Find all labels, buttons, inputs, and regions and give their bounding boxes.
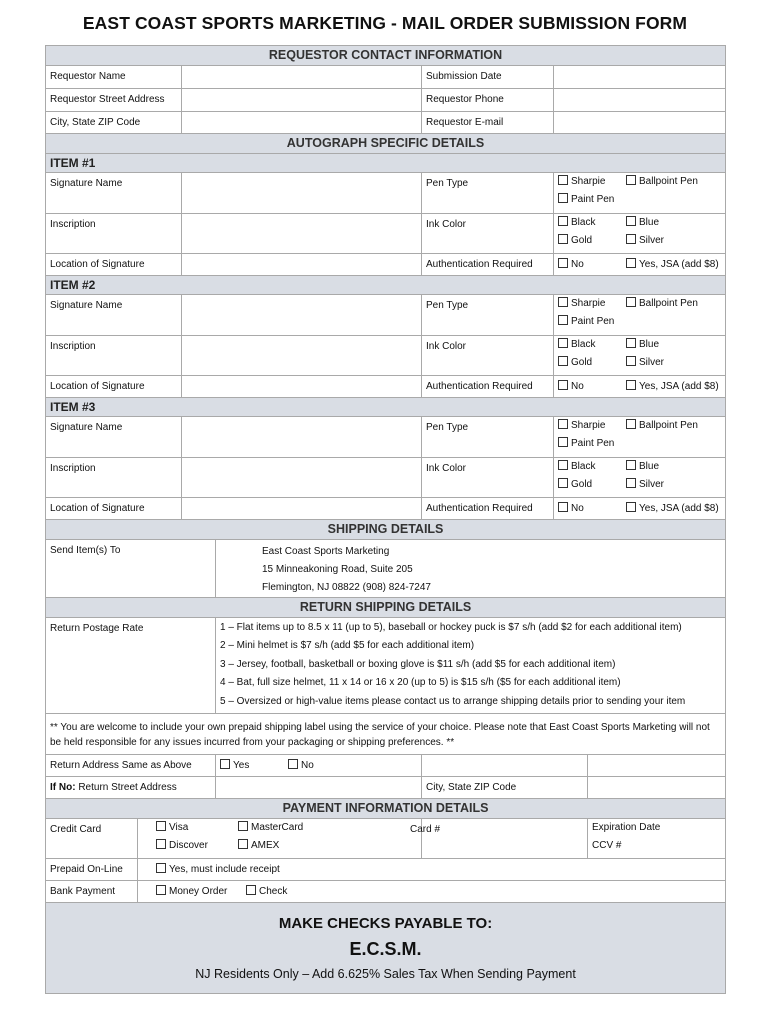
bank-money-order[interactable] xyxy=(156,885,246,899)
item-2-ink-silver[interactable] xyxy=(626,354,664,372)
return-street-text: Return Street Address xyxy=(78,781,177,793)
pen-type-label: Pen Type xyxy=(422,417,554,458)
item-2-pen-sharpie[interactable] xyxy=(558,295,626,313)
return-same-extra-field[interactable] xyxy=(422,755,588,777)
email-field[interactable] xyxy=(554,112,726,134)
payee-name: E.C.S.M. xyxy=(349,939,422,959)
checkbox-icon xyxy=(558,419,568,429)
item-2-inscription-field[interactable] xyxy=(182,336,422,376)
item-1-ink-silver[interactable] xyxy=(626,232,664,250)
submission-date-field[interactable] xyxy=(554,66,726,89)
option-label: Gold xyxy=(571,357,593,368)
item-3-ink-silver[interactable] xyxy=(626,476,664,494)
authentication-label: Authentication Required xyxy=(422,498,554,520)
return-street-field[interactable] xyxy=(216,777,422,799)
prepaid-option[interactable] xyxy=(138,859,726,881)
return-street-label xyxy=(46,777,216,799)
item-2-ink-gold[interactable] xyxy=(558,354,626,372)
checkbox-icon xyxy=(558,356,568,366)
option-label: Paint Pen xyxy=(571,438,615,449)
item-1-ink-blue[interactable] xyxy=(626,214,659,232)
phone-label: Requestor Phone xyxy=(422,89,554,112)
option-label: Silver xyxy=(639,235,665,246)
option-label: Money Order xyxy=(169,885,228,897)
return-same-options xyxy=(216,755,422,777)
item-2-location-field[interactable] xyxy=(182,376,422,398)
option-label: Sharpie xyxy=(571,298,606,309)
pen-type-label: Pen Type xyxy=(422,295,554,336)
item-2-ink-black[interactable] xyxy=(558,336,626,354)
credit-card-label: Credit Card xyxy=(46,819,138,859)
prepaid-label: Prepaid On-Line xyxy=(46,859,138,881)
card-amex[interactable] xyxy=(238,837,279,855)
checkbox-icon xyxy=(558,460,568,470)
checkbox-icon xyxy=(156,885,166,895)
shipping-heading: SHIPPING DETAILS xyxy=(46,520,726,540)
checkbox-icon xyxy=(156,839,166,849)
street-address-label: Requestor Street Address xyxy=(46,89,182,112)
option-label: Gold xyxy=(571,235,593,246)
send-items-label: Send Item(s) To xyxy=(46,540,216,598)
card-discover[interactable] xyxy=(156,837,238,855)
option-label: Blue xyxy=(639,339,660,350)
location-label: Location of Signature xyxy=(46,254,182,276)
item-1-ink-black[interactable] xyxy=(558,214,626,232)
ink-color-label: Ink Color xyxy=(422,458,554,498)
card-number-label: Card # xyxy=(410,824,441,835)
inscription-label: Inscription xyxy=(46,214,182,254)
city-state-zip-field[interactable] xyxy=(182,112,422,134)
contact-heading: REQUESTOR CONTACT INFORMATION xyxy=(46,46,726,66)
option-label: Visa xyxy=(169,822,189,833)
item-2-pen-type-options xyxy=(554,295,726,336)
checkbox-icon xyxy=(288,759,298,769)
payable-to-block xyxy=(46,903,726,994)
checkbox-icon xyxy=(558,338,568,348)
phone-field[interactable] xyxy=(554,89,726,112)
checkbox-icon xyxy=(558,502,568,512)
item-3-pen-sharpie[interactable] xyxy=(558,417,626,435)
item-3-heading: ITEM #3 xyxy=(46,398,726,417)
location-label: Location of Signature xyxy=(46,498,182,520)
rate-item: 4 – Bat, full size helmet, 11 x 14 or 16 x 20 (up to 5) is $15 s/h ($5 for each additional item) xyxy=(220,677,621,689)
checkbox-icon xyxy=(246,885,256,895)
payable-heading: MAKE CHECKS PAYABLE TO: xyxy=(278,915,493,932)
option-label: Yes, JSA (add $8) xyxy=(639,502,719,514)
email-label: Requestor E-mail xyxy=(422,112,554,134)
rate-item: 3 – Jersey, football, basketball or boxing glove is $11 s/h (add $5 for each additional item) xyxy=(220,658,616,670)
ink-color-label: Ink Color xyxy=(422,214,554,254)
item-1-pen-paint[interactable] xyxy=(558,191,614,209)
checkbox-icon xyxy=(558,297,568,307)
option-label: Blue xyxy=(639,461,660,472)
checkbox-icon xyxy=(558,315,568,325)
option-label: MasterCard xyxy=(251,822,304,833)
signature-name-label: Signature Name xyxy=(46,417,182,458)
card-type-options xyxy=(138,819,422,859)
option-label: No xyxy=(301,759,314,771)
authentication-label: Authentication Required xyxy=(422,254,554,276)
option-label: Black xyxy=(571,217,596,228)
option-label: Silver xyxy=(639,357,665,368)
checkbox-icon xyxy=(626,297,636,307)
option-label: Paint Pen xyxy=(571,316,615,327)
item-1-auth-yes[interactable] xyxy=(626,258,719,272)
submission-date-label: Submission Date xyxy=(422,66,554,89)
checkbox-icon xyxy=(626,234,636,244)
item-3-signature-name-field[interactable] xyxy=(182,417,422,458)
item-1-ink-options xyxy=(554,214,726,254)
item-3-ink-options xyxy=(554,458,726,498)
checkbox-icon xyxy=(220,759,230,769)
item-1-auth-options xyxy=(554,254,726,276)
item-2-pen-ballpoint[interactable] xyxy=(626,295,698,313)
option-label: Black xyxy=(571,461,596,472)
bank-payment-options xyxy=(138,881,726,903)
item-1-auth-no[interactable] xyxy=(558,258,626,272)
item-2-signature-name-field[interactable] xyxy=(182,295,422,336)
checkbox-icon xyxy=(238,821,248,831)
requestor-name-label: Requestor Name xyxy=(46,66,182,89)
shipping-note: ** You are welcome to include your own prepaid shipping label using the service of your choice. Please note that East Coast Sports Marketing will not be held responsible for any issues incurred from your packaging or shipping preferences. ** xyxy=(46,714,726,755)
city-state-zip-label: City, State ZIP Code xyxy=(46,112,182,134)
item-3-pen-type-options xyxy=(554,417,726,458)
option-label: Ballpoint Pen xyxy=(639,298,698,309)
if-no-label: If No: xyxy=(50,781,76,793)
option-label: No xyxy=(571,502,584,514)
signature-name-label: Signature Name xyxy=(46,173,182,214)
item-3-location-field[interactable] xyxy=(182,498,422,520)
inscription-label: Inscription xyxy=(46,336,182,376)
option-label: Black xyxy=(571,339,596,350)
item-2-auth-yes[interactable] xyxy=(626,380,719,394)
item-1-location-field[interactable] xyxy=(182,254,422,276)
checkbox-icon xyxy=(558,380,568,390)
item-3-inscription-field[interactable] xyxy=(182,458,422,498)
bank-payment-label: Bank Payment xyxy=(46,881,138,903)
option-label: Yes xyxy=(233,759,250,771)
checkbox-icon xyxy=(626,258,636,268)
checkbox-icon xyxy=(558,193,568,203)
option-label: Ballpoint Pen xyxy=(639,420,698,431)
ccv-label: CCV # xyxy=(592,840,622,851)
item-1-pen-ballpoint[interactable] xyxy=(626,173,698,191)
item-2-pen-paint[interactable] xyxy=(558,313,614,331)
item-3-pen-paint[interactable] xyxy=(558,435,614,453)
rate-item: 1 – Flat items up to 8.5 x 11 (up to 5), baseball or hockey puck is $7 s/h (add $2 for each additional item) xyxy=(220,622,682,633)
option-label: Blue xyxy=(639,217,660,228)
ink-color-label: Ink Color xyxy=(422,336,554,376)
item-2-heading: ITEM #2 xyxy=(46,276,726,295)
card-number-field[interactable] xyxy=(410,819,588,859)
option-label: Gold xyxy=(571,479,593,490)
item-2-auth-options xyxy=(554,376,726,398)
checkbox-icon xyxy=(626,419,636,429)
location-label: Location of Signature xyxy=(46,376,182,398)
item-2-auth-no[interactable] xyxy=(558,380,626,394)
return-same-no[interactable] xyxy=(288,759,314,773)
return-shipping-heading: RETURN SHIPPING DETAILS xyxy=(46,598,726,618)
return-same-yes[interactable] xyxy=(220,759,288,773)
checkbox-icon xyxy=(626,175,636,185)
rate-item: 2 – Mini helmet is $7 s/h (add $5 for each additional item) xyxy=(220,640,475,652)
option-label: AMEX xyxy=(251,840,280,851)
checkbox-icon xyxy=(156,863,166,873)
option-label: Sharpie xyxy=(571,420,606,431)
item-1-heading: ITEM #1 xyxy=(46,154,726,173)
return-same-extra-field-2[interactable] xyxy=(588,755,726,777)
return-postage-label: Return Postage Rate xyxy=(46,618,216,714)
checkbox-icon xyxy=(558,234,568,244)
checkbox-icon xyxy=(626,460,636,470)
option-label: Check xyxy=(259,885,288,897)
option-label: No xyxy=(571,380,584,392)
street-address-field[interactable] xyxy=(182,89,422,112)
checkbox-icon xyxy=(156,821,166,831)
option-label: No xyxy=(571,258,584,270)
option-label: Discover xyxy=(169,840,208,851)
checkbox-icon xyxy=(626,380,636,390)
card-expiry-block xyxy=(588,819,726,859)
checkbox-icon xyxy=(558,175,568,185)
item-3-auth-yes[interactable] xyxy=(626,502,719,516)
option-label: Yes, JSA (add $8) xyxy=(639,380,719,392)
return-rates xyxy=(216,618,726,714)
option-label: Ballpoint Pen xyxy=(639,176,698,187)
item-2-ink-options xyxy=(554,336,726,376)
authentication-label: Authentication Required xyxy=(422,376,554,398)
item-1-signature-name-field[interactable] xyxy=(182,173,422,214)
checkbox-icon xyxy=(558,437,568,447)
inscription-label: Inscription xyxy=(46,458,182,498)
checkbox-icon xyxy=(626,478,636,488)
item-3-ink-blue[interactable] xyxy=(626,458,659,476)
checkbox-icon xyxy=(558,478,568,488)
expiration-label: Expiration Date xyxy=(592,822,661,833)
card-visa[interactable] xyxy=(156,819,238,837)
item-1-pen-sharpie[interactable] xyxy=(558,173,626,191)
tax-note: NJ Residents Only – Add 6.625% Sales Tax When Sending Payment xyxy=(195,967,576,981)
return-same-label: Return Address Same as Above xyxy=(46,755,216,777)
rate-item: 5 – Oversized or high-value items please contact us to arrange shipping details prior to sending your item xyxy=(220,695,686,707)
checkbox-icon xyxy=(558,216,568,226)
checkbox-icon xyxy=(626,216,636,226)
option-label: Silver xyxy=(639,479,665,490)
option-label: Paint Pen xyxy=(571,194,615,205)
option-label: Yes, JSA (add $8) xyxy=(639,258,719,270)
return-city-label: City, State ZIP Code xyxy=(422,777,588,799)
item-1-inscription-field[interactable] xyxy=(182,214,422,254)
bank-check[interactable] xyxy=(246,885,287,899)
autograph-heading: AUTOGRAPH SPECIFIC DETAILS xyxy=(46,134,726,154)
item-3-auth-no[interactable] xyxy=(558,502,626,516)
order-form xyxy=(45,45,725,994)
shipping-address xyxy=(216,540,726,598)
option-label: Sharpie xyxy=(571,176,606,187)
checkbox-icon xyxy=(238,839,248,849)
item-3-auth-options xyxy=(554,498,726,520)
return-city-field[interactable] xyxy=(588,777,726,799)
requestor-name-field[interactable] xyxy=(182,66,422,89)
checkbox-icon xyxy=(626,356,636,366)
address-line: Flemington, NJ 08822 (908) 824-7247 xyxy=(262,582,431,593)
item-1-ink-gold[interactable] xyxy=(558,232,626,250)
item-3-ink-gold[interactable] xyxy=(558,476,626,494)
signature-name-label: Signature Name xyxy=(46,295,182,336)
checkbox-icon xyxy=(626,502,636,512)
address-line: East Coast Sports Marketing xyxy=(262,546,390,557)
option-label: Yes, must include receipt xyxy=(169,863,280,875)
payment-heading: PAYMENT INFORMATION DETAILS xyxy=(46,799,726,819)
checkbox-icon xyxy=(558,258,568,268)
form-table xyxy=(45,45,726,994)
item-3-pen-ballpoint[interactable] xyxy=(626,417,698,435)
address-line: 15 Minneakoning Road, Suite 205 xyxy=(262,564,413,575)
item-1-pen-type-options xyxy=(554,173,726,214)
card-mastercard[interactable] xyxy=(238,819,303,837)
item-2-ink-blue[interactable] xyxy=(626,336,659,354)
pen-type-label: Pen Type xyxy=(422,173,554,214)
item-3-ink-black[interactable] xyxy=(558,458,626,476)
checkbox-icon xyxy=(626,338,636,348)
form-title: EAST COAST SPORTS MARKETING - MAIL ORDER SUBMISSION FORM xyxy=(82,13,688,33)
